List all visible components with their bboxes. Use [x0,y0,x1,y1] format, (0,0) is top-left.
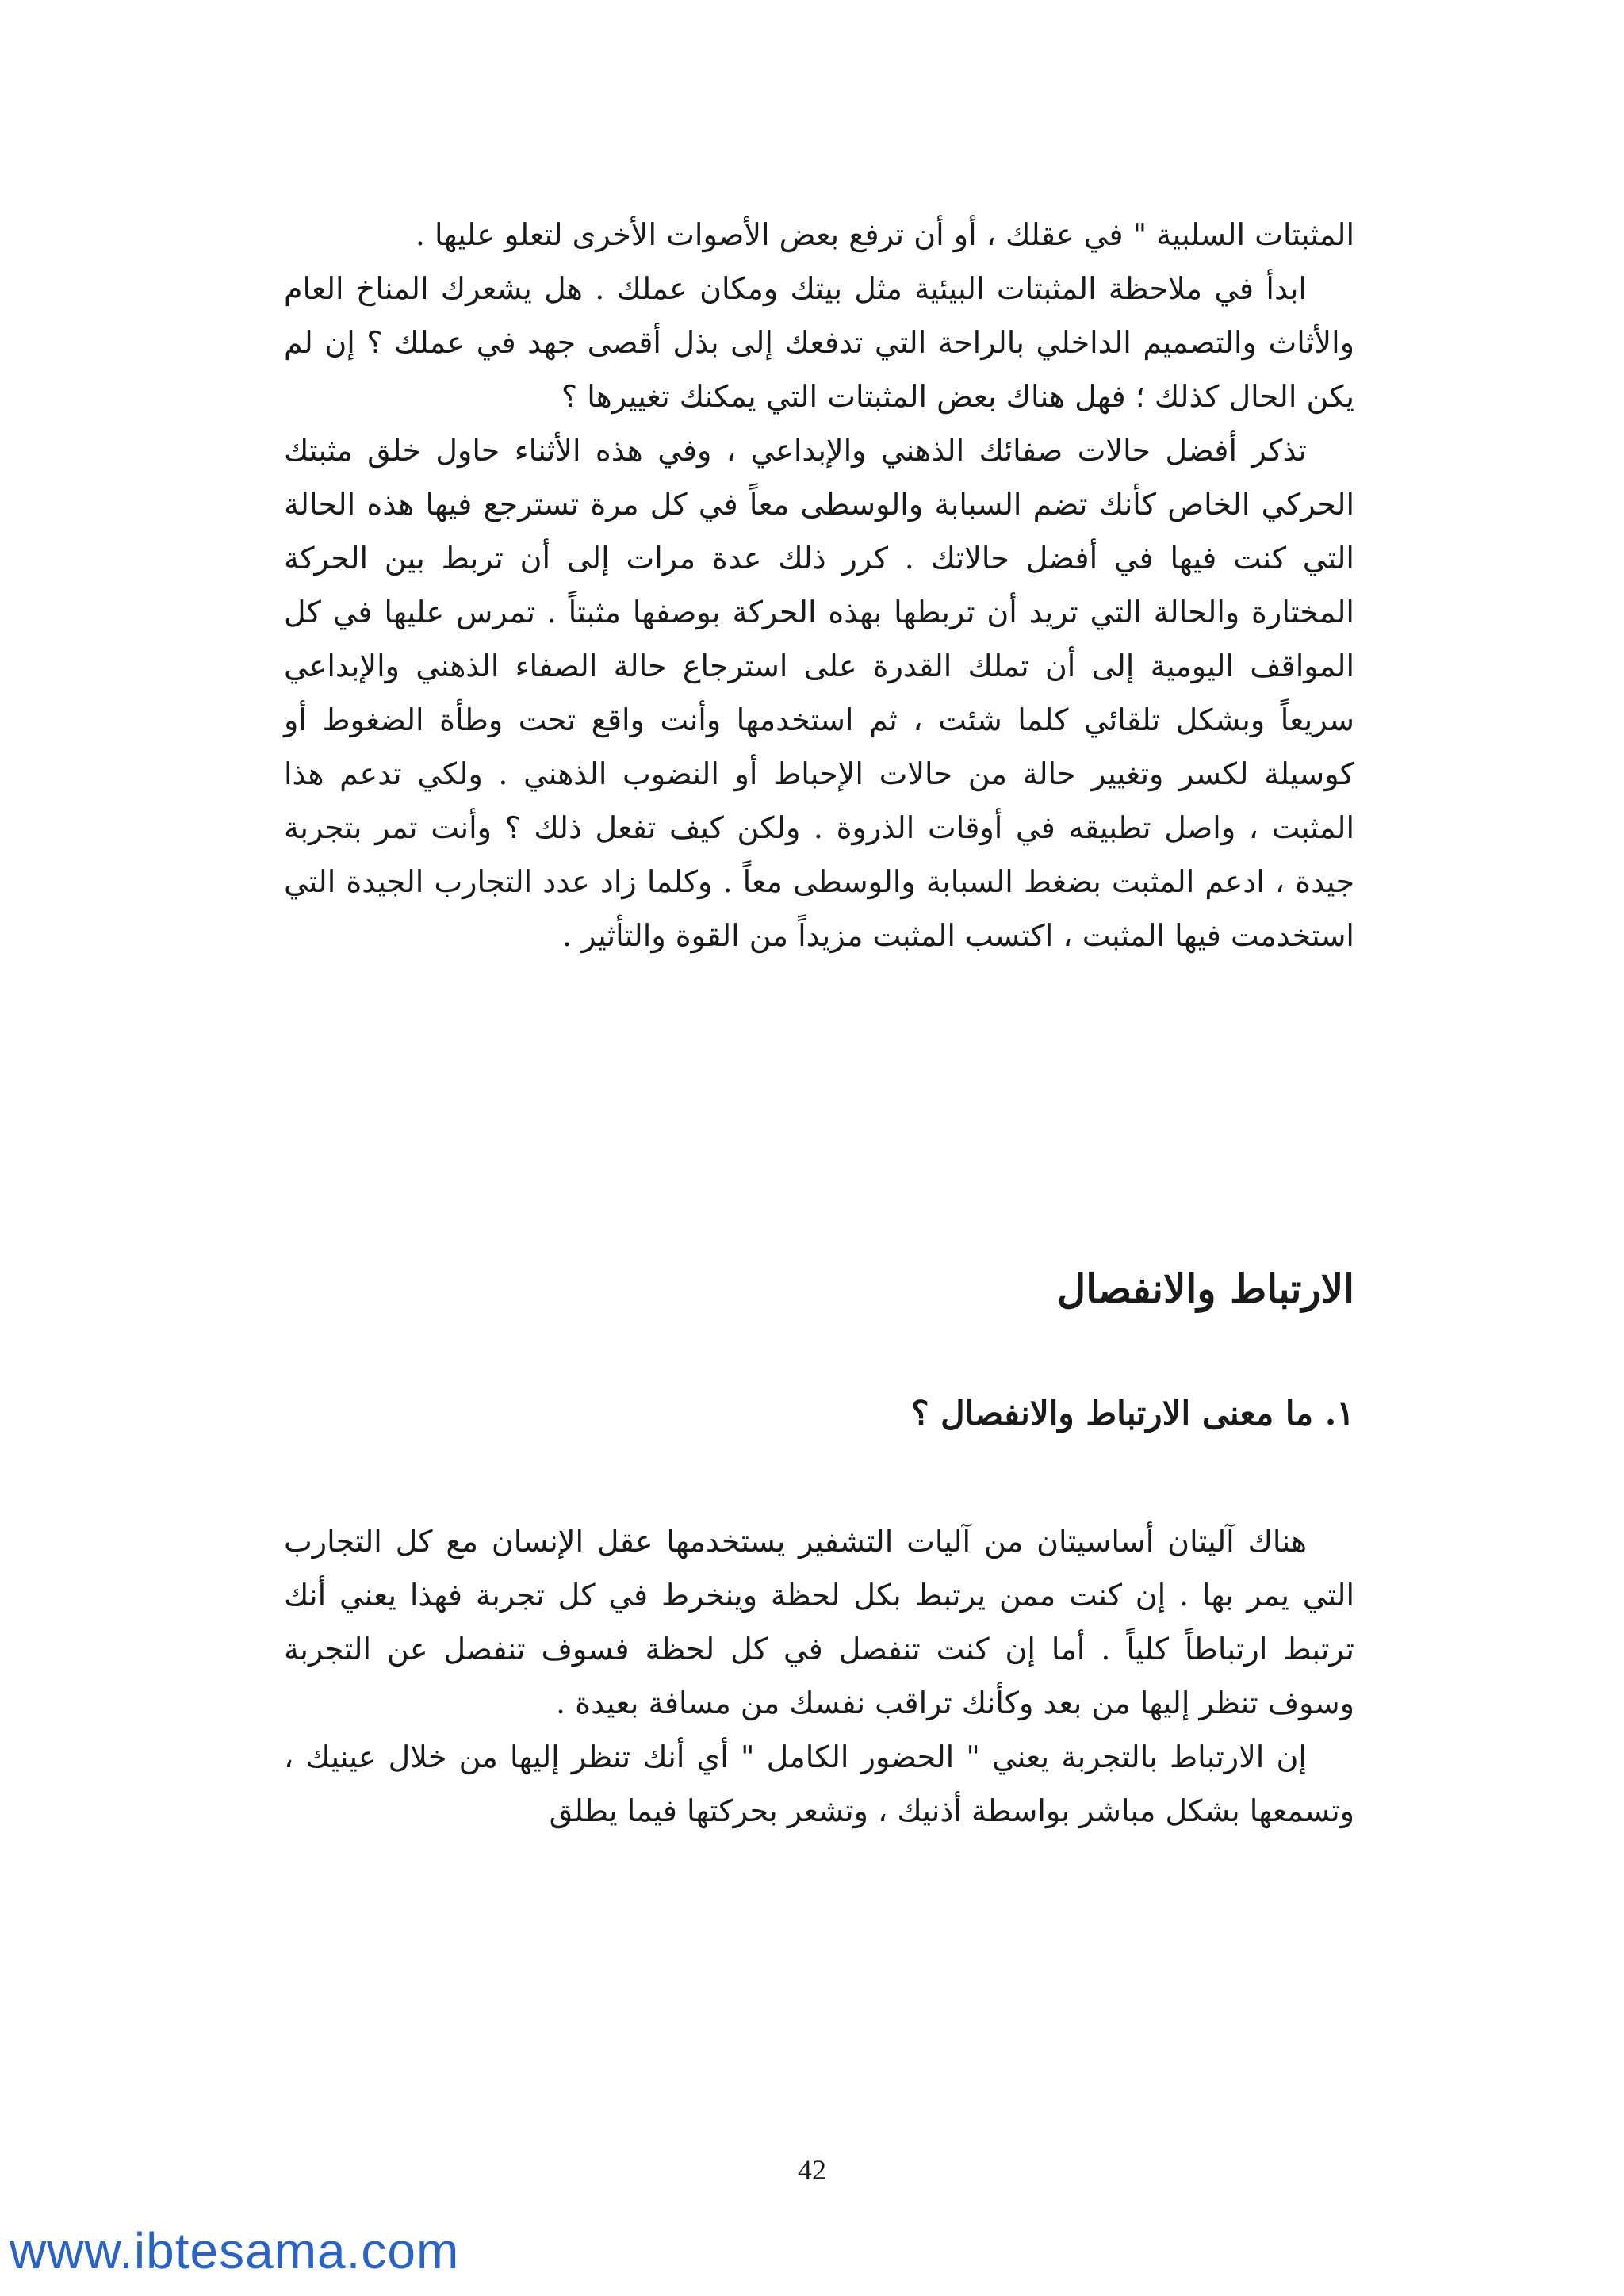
paragraph: المثبتات السلبية " في عقلك ، أو أن ترفع بعض الأصوات الأخرى لتعلو عليها . [415,217,1354,252]
paragraph: هناك آليتان أساسيتان من آليات التشفير يستخدمها عقل الإنسان مع كل التجارب التي يمر بها . إن كنت ممن يرتبط بكل لحظة وينخرط في كل تجربة فهذا يعني أنك ترتبط ارتباطاً كلياً . أما إن كنت تنفصل في كل لحظة فسوف تنفصل عن التجربة وسوف تنظر إليها من بعد وكأنك تراقب نفسك من مسافة بعيدة . [284,1524,1354,1720]
body-text-bottom [284,1514,1354,1838]
page-number: 42 [798,2154,826,2186]
paragraph: ابدأ في ملاحظة المثبتات البيئية مثل بيتك ومكان عملك . هل يشعرك المناخ العام والأثاث والتصميم الداخلي بالراحة التي تدفعك إلى بذل أقصى جهد في عملك ؟ إن لم يكن الحال كذلك ؛ فهل هناك بعض المثبتات التي يمكنك تغييرها ؟ [284,271,1354,414]
paragraph: إن الارتباط بالتجربة يعني " الحضور الكامل " أي أنك تنظر إليها من خلال عينيك ، وتسمعها بشكل مباشر بواسطة أذنيك ، وتشعر بحركتها فيما يطلق [284,1739,1354,1828]
sub-heading: ١. ما معنى الارتباط والانفصال ؟ [911,1394,1354,1433]
paragraph: تذكر أفضل حالات صفائك الذهني والإبداعي ، وفي هذه الأثناء حاول خلق مثبتك الحركي الخاص كأنك تضم السبابة والوسطى معاً في كل مرة تسترجع فيها هذه الحالة التي كنت فيها في أفضل حالاتك . كرر ذلك عدة مرات إلى أن تربط بين الحركة المختارة والحالة التي تريد أن تربطها بهذه الحركة بوصفها مثبتاً . تمرس عليها في كل المواقف اليومية إلى أن تملك القدرة على استرجاع حالة الصفاء الذهني والإبداعي سريعاً وبشكل تلقائي كلما شئت ، ثم استخدمها وأنت واقع تحت وطأة الضغوط أو كوسيلة لكسر وتغيير حالة من حالات الإحباط أو النضوب الذهني . ولكي تدعم هذا المثبت ، واصل تطبيقه في أوقات الذروة . ولكن كيف تفعل ذلك ؟ وأنت تمر بتجربة جيدة ، ادعم المثبت بضغط السبابة والوسطى معاً . وكلما زاد عدد التجارب الجيدة التي استخدمت فيها المثبت ، اكتسب المثبت مزيداً من القوة والتأثير . [284,433,1354,953]
body-text-top [284,208,1354,962]
watermark-url: www.ibtesama.com [10,2222,460,2279]
section-heading: الارتباط والانفصال [1056,1265,1354,1312]
